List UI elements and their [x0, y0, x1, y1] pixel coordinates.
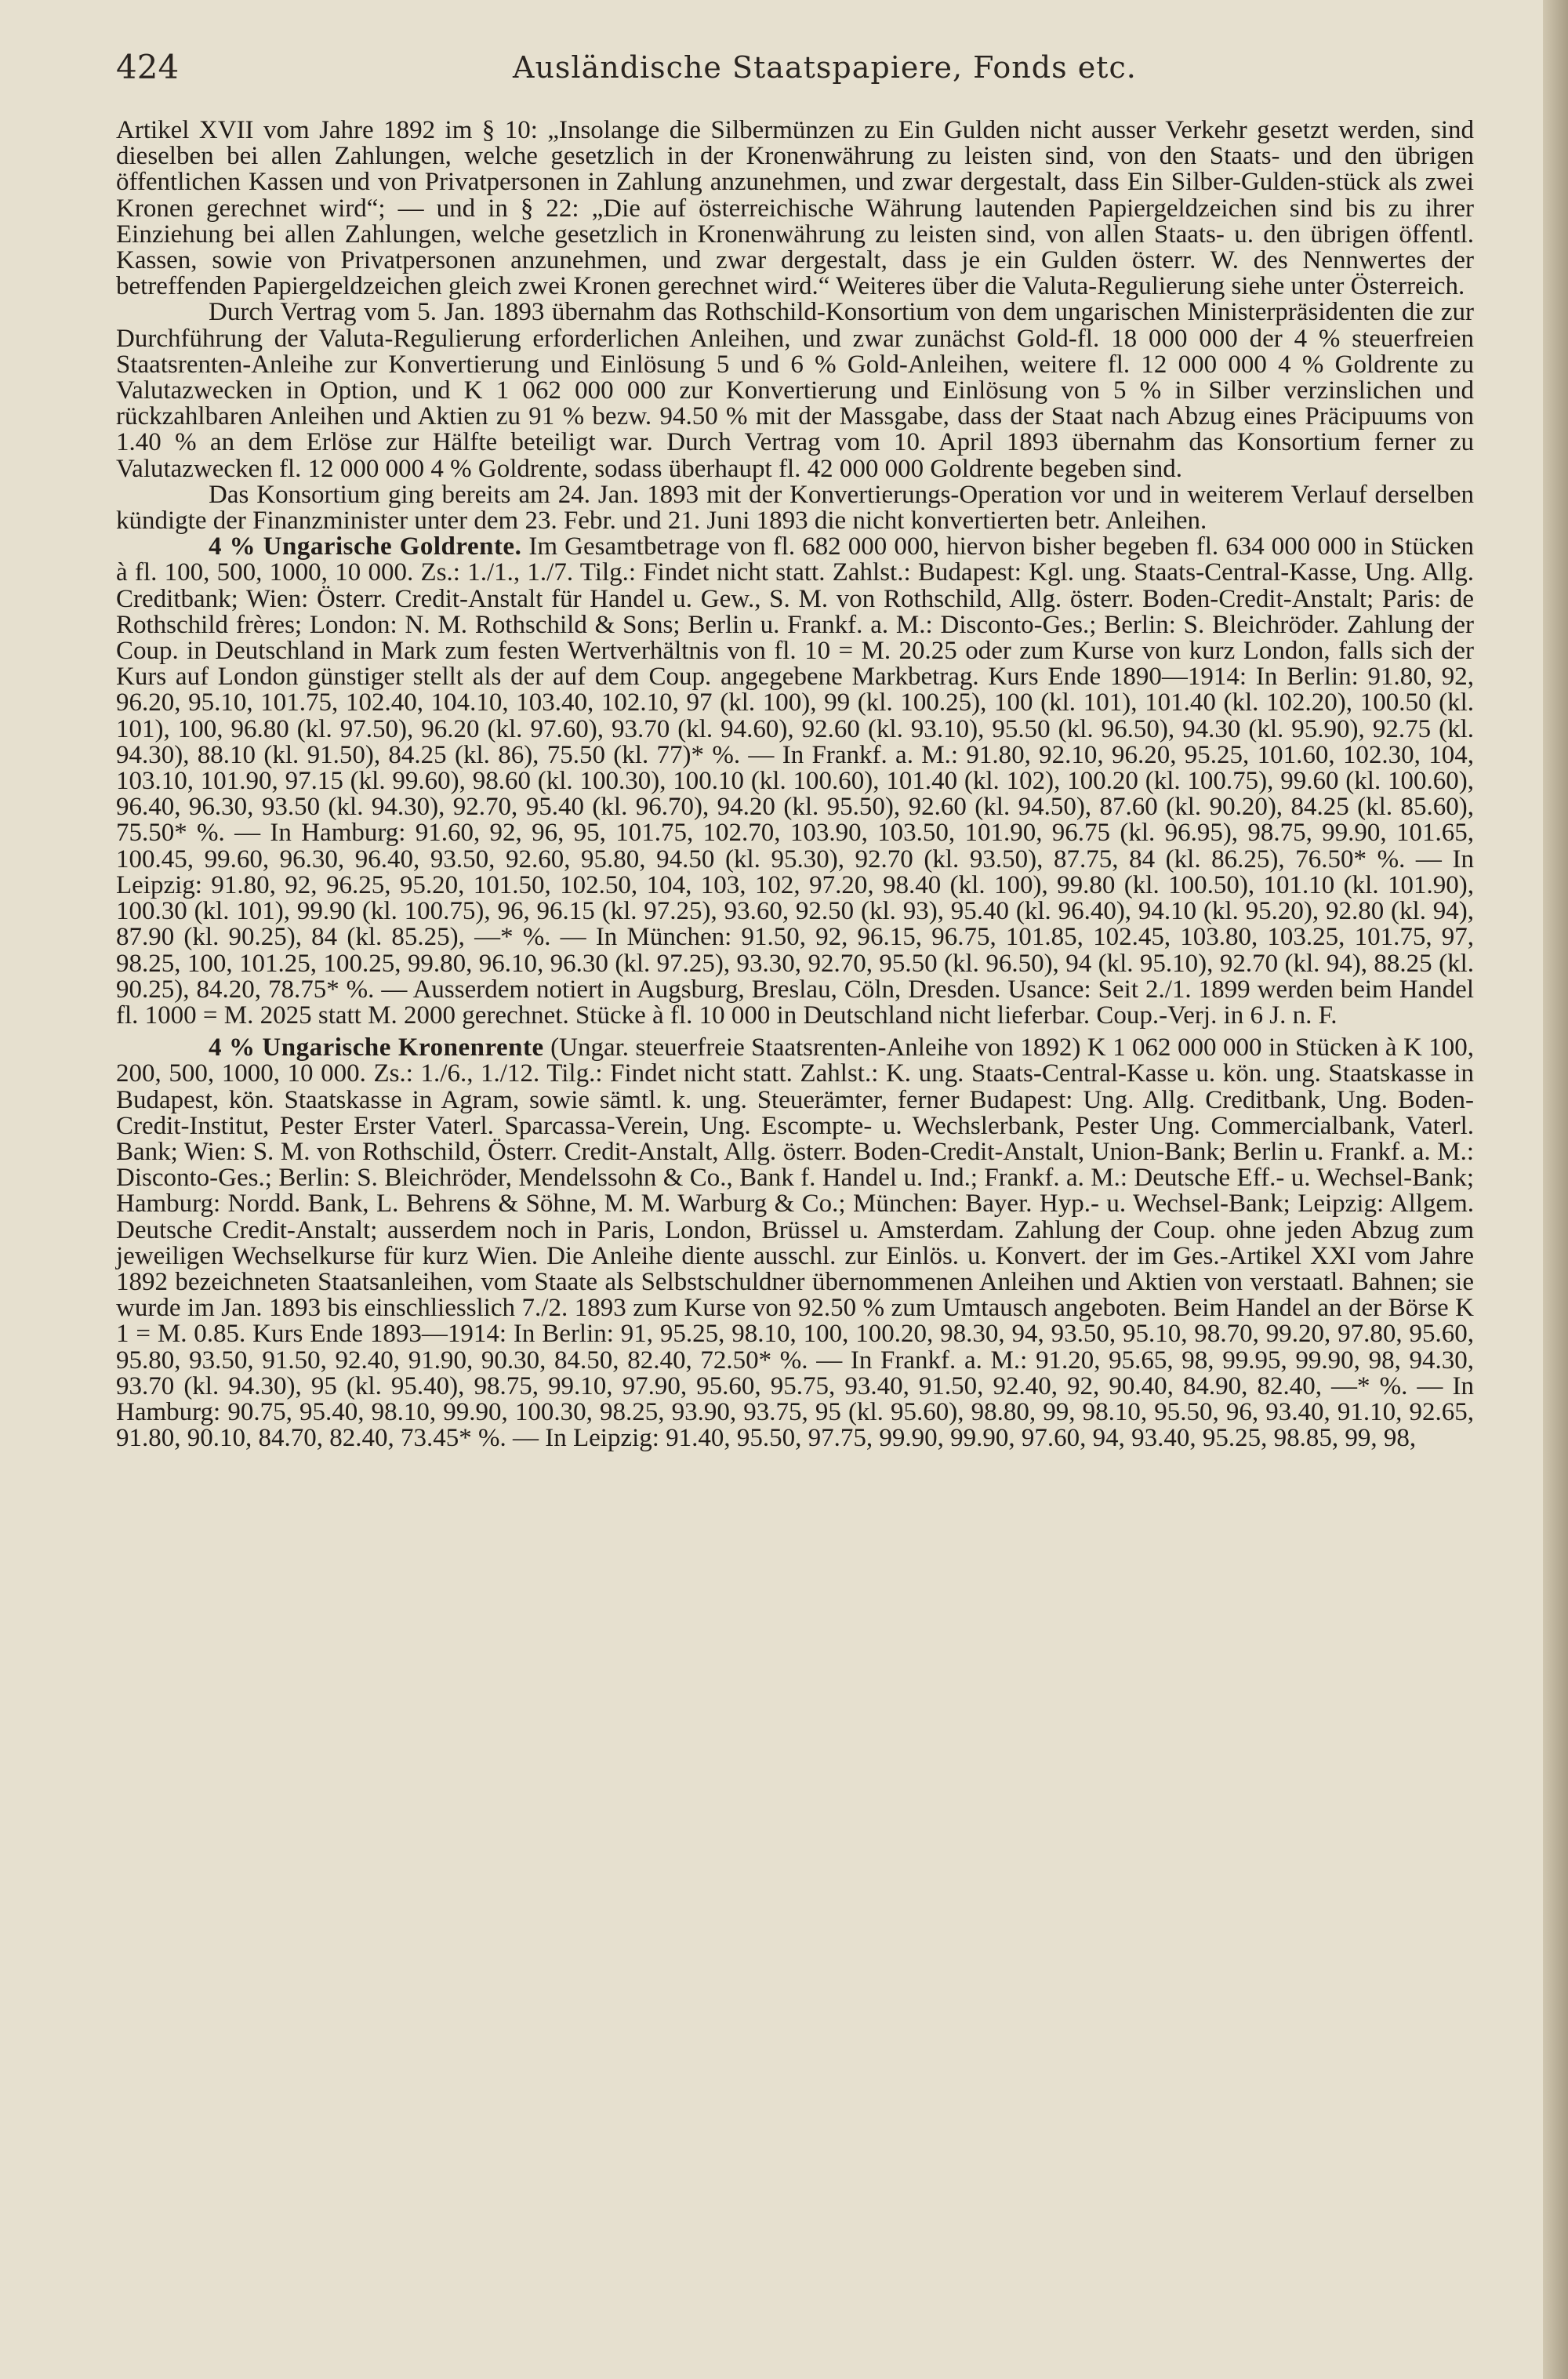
section-goldrente	[116, 534, 1474, 1029]
paragraph-konsortium: Das Konsortium ging bereits am 24. Jan. 1893 mit der Konvertierungs-Operation vor und in weiterem Verlauf derselben kündigte der Finanzminister unter dem 23. Febr. und 21. Juni 1893 die nicht konvertierten betr. Anleihen.	[116, 480, 1474, 536]
page-header	[116, 44, 1465, 91]
page-number: 424	[116, 48, 180, 86]
paragraph-artikel-xvii: Artikel XVII vom Jahre 1892 im § 10: „Insolange die Silbermünzen zu Ein Gulden nicht ausser Verkehr gesetzt werden, sind dieselben bei allen Zahlungen, welche gesetzlich in der Kronenwährung zu leisten sind, von den Staats- und den übrigen öffentlichen Kassen und von Privatpersonen in Zahlung anzunehmen, und zwar dergestalt, dass Ein Silber-Gulden-stück als zwei Kronen gerechnet wird“; — und in § 22: „Die auf österreichische Währung lautenden Papiergeldzeichen sind bis zu ihrer Einziehung bei allen Zahlungen, welche gesetzlich in Kronenwährung zu leisten sind, von allen Staats- u. den übrigen öffentl. Kassen, sowie von Privatpersonen anzunehmen, und zwar dergestalt, dass je ein Gulden österr. W. des Nennwertes der betreffenden Papiergeldzeichen gleich zwei Kronen gerechnet wird.“ Weiteres über die Valuta-Regulierung siehe unter Österreich.	[116, 116, 1474, 301]
heading-goldrente: 4 % Ungarische Goldrente.	[209, 532, 522, 561]
text-goldrente: Im Gesamtbetrage von fl. 682 000 000, hiervon bisher begeben fl. 634 000 000 in Stücken à fl. 100, 500, 1000, 10 000. Zs.: 1./1., 1./7. Tilg.: Findet nicht statt. Zahlst.: Budapest: Kgl. ung. Staats-Central-Kasse, Ung. Allg. Creditbank; Wien: Österr. Credit-Anstalt für Handel u. Gew., S. M. von Rothschild, Allg. österr. Boden-Credit-Anstalt; Paris: de Rothschild frères; London: N. M. Rothschild & Sons; Berlin u. Frankf. a. M.: Disconto-Ges.; Berlin: S. Bleichröder. Zahlung der Coup. in Deutschland in Mark zum festen Wertverhältnis von fl. 10 = M. 20.25 oder zum Kurse von kurz London, falls sich der Kurs auf London günstiger stellt als der auf dem Coup. angegebene Markbetrag. Kurs Ende 1890—1914: In Berlin: 91.80, 92, 96.20, 95.10, 101.75, 102.40, 104.10, 103.40, 102.10, 97 (kl. 100), 99 (kl. 100.25), 100 (kl. 101), 101.40 (kl. 102.20), 100.50 (kl. 101), 100, 96.80 (kl. 97.50), 96.20 (kl. 97.60), 93.70 (kl. 94.60), 92.60 (kl. 93.10), 95.50 (kl. 96.50), 94.30 (kl. 95.90), 92.75 (kl. 94.30), 88.10 (kl. 91.50), 84.25 (kl. 86), 75.50 (kl. 77)* %. — In Frankf. a. M.: 91.80, 92.10, 96.20, 95.25, 101.60, 102.30, 104, 103.10, 101.90, 97.15 (kl. 99.60), 98.60 (kl. 100.30), 100.10 (kl. 100.60), 101.40 (kl. 102), 100.20 (kl. 100.75), 99.60 (kl. 100.60), 96.40, 96.30, 93.50 (kl. 94.30), 92.70, 95.40 (kl. 96.70), 94.20 (kl. 95.50), 92.60 (kl. 94.50), 87.60 (kl. 90.20), 84.25 (kl. 85.60), 75.50* %. — In Hamburg: 91.60, 92, 96, 95, 101.75, 102.70, 103.90, 103.50, 101.90, 96.75 (kl. 96.95), 98.75, 99.90, 101.65, 100.45, 99.60, 96.30, 96.40, 93.50, 92.60, 95.80, 94.50 (kl. 95.30), 92.70 (kl. 93.50), 87.75, 84 (kl. 86.25), 76.50* %. — In Leipzig: 91.80, 92, 96.25, 95.20, 101.50, 102.50, 104, 103, 102, 97.20, 98.40 (kl. 100), 99.80 (kl. 100.50), 101.10 (kl. 101.90), 100.30 (kl. 101), 99.90 (kl. 100.75), 96, 96.15 (kl. 97.25), 93.60, 92.50 (kl. 93), 95.40 (kl. 96.40), 94.10 (kl. 95.20), 92.80 (kl. 94), 87.90 (kl. 90.25), 84 (kl. 85.25), —* %. — In München: 91.50, 92, 96.15, 96.75, 101.85, 102.45, 103.80, 103.25, 101.75, 97, 98.25, 100, 101.25, 100.25, 99.80, 96.10, 96.30 (kl. 97.25), 93.30, 92.70, 95.50 (kl. 96.50), 94 (kl. 95.10), 92.70 (kl. 94), 88.25 (kl. 90.25), 84.20, 78.75* %. — Ausserdem notiert in Augsburg, Breslau, Cöln, Dresden. Usance: Seit 2./1. 1899 werden beim Handel fl. 1000 = M. 2025 statt M. 2000 gerechnet. Stücke à fl. 10 000 in Deutschland nicht lieferbar. Coup.-Verj. in 6 J. n. F.	[116, 532, 1474, 1030]
paragraph-vertrag-1893: Durch Vertrag vom 5. Jan. 1893 übernahm das Rothschild-Konsortium von dem ungarischen Ministerpräsidenten die zur Durchführung der Valuta-Regulierung erforderlichen Anleihen, und zwar zunächst Gold-fl. 18 000 000 der 4 % steuerfreien Staatsrenten-Anleihe zur Konvertierung und Einlösung 5 und 6 % Gold-Anleihen, weitere fl. 12 000 000 4 % Goldrente zu Valutazwecken in Option, und K 1 062 000 000 zur Konvertierung und Einlösung von 5 % in Silber verzinslichen und rückzahlbaren Anleihen und Aktien zu 91 % bezw. 94.50 % mit der Massgabe, dass der Staat nach Abzug eines Präcipuums von 1.40 % an dem Erlöse zur Hälfte beteiligt war. Durch Vertrag vom 10. April 1893 übernahm das Konsortium ferner zu Valutazwecken fl. 12 000 000 4 % Goldrente, sodass überhaupt fl. 42 000 000 Goldrente begeben sind.	[116, 298, 1474, 483]
page-edge	[1543, 0, 1568, 2379]
body-text	[116, 118, 1474, 1451]
section-kronenrente	[116, 1035, 1474, 1451]
text-kronenrente: (Ungar. steuerfreie Staatsrenten-Anleihe von 1892) K 1 062 000 000 in Stücken à K 100, 200, 500, 1000, 10 000. Zs.: 1./6., 1./12. Tilg.: Findet nicht statt. Zahlst.: K. ung. Staats-Central-Kasse u. kön. ung. Staatskasse in Budapest, kön. Staatskasse in Agram, sowie sämtl. k. ung. Steuerämter, ferner Budapest: Ung. Allg. Creditbank, Ung. Boden-Credit-Institut, Pester Erster Vaterl. Sparcassa-Verein, Ung. Escompte- u. Wechslerbank, Pester Ung. Commercialbank, Vaterl. Bank; Wien: S. M. von Rothschild, Österr. Credit-Anstalt, Allg. österr. Boden-Credit-Anstalt, Union-Bank; Berlin u. Frankf. a. M.: Disconto-Ges.; Berlin: S. Bleichröder, Mendelssohn & Co., Bank f. Handel u. Ind.; Frankf. a. M.: Deutsche Eff.- u. Wechsel-Bank; Hamburg: Nordd. Bank, L. Behrens & Söhne, M. M. Warburg & Co.; München: Bayer. Hyp.- u. Wechsel-Bank; Leipzig: Allgem. Deutsche Credit-Anstalt; ausserdem noch in Paris, London, Brüssel u. Amsterdam. Zahlung der Coup. ohne jeden Abzug zum jeweiligen Wechselkurse für kurz Wien. Die Anleihe diente ausschl. zur Einlös. u. Konvert. der im Ges.-Artikel XXI vom Jahre 1892 bezeichneten Staatsanleihen, vom Staate als Selbstschuldner übernommenen Anleihen und Aktien von verstaatl. Bahnen; sie wurde im Jan. 1893 bis einschliesslich 7./2. 1893 zum Kurse von 92.50 % zum Umtausch angeboten. Beim Handel an der Börse K 1 = M. 0.85. Kurs Ende 1893—1914: In Berlin: 91, 95.25, 98.10, 100, 100.20, 98.30, 94, 93.50, 95.10, 98.70, 99.20, 97.80, 95.60, 95.80, 93.50, 91.50, 92.40, 91.90, 90.30, 84.50, 82.40, 72.50* %. — In Frankf. a. M.: 91.20, 95.65, 98, 99.95, 99.90, 98, 94.30, 93.70 (kl. 94.30), 95 (kl. 95.40), 98.75, 99.10, 97.90, 95.60, 95.75, 93.40, 91.50, 92.40, 92, 90.40, 84.90, 82.40, —* %. — In Hamburg: 90.75, 95.40, 98.10, 99.90, 100.30, 98.25, 93.90, 93.75, 95 (kl. 95.60), 98.80, 99, 98.10, 95.50, 96, 93.40, 91.10, 92.65, 91.80, 90.10, 84.70, 82.40, 73.45* %. — In Leipzig: 91.40, 95.50, 97.75, 99.90, 99.90, 97.60, 94, 93.40, 95.25, 98.85, 99, 98,	[116, 1033, 1475, 1453]
running-title: Ausländische Staatspapiere, Fonds etc.	[513, 50, 1137, 85]
heading-kronenrente: 4 % Ungarische Kronenrente	[209, 1033, 544, 1062]
